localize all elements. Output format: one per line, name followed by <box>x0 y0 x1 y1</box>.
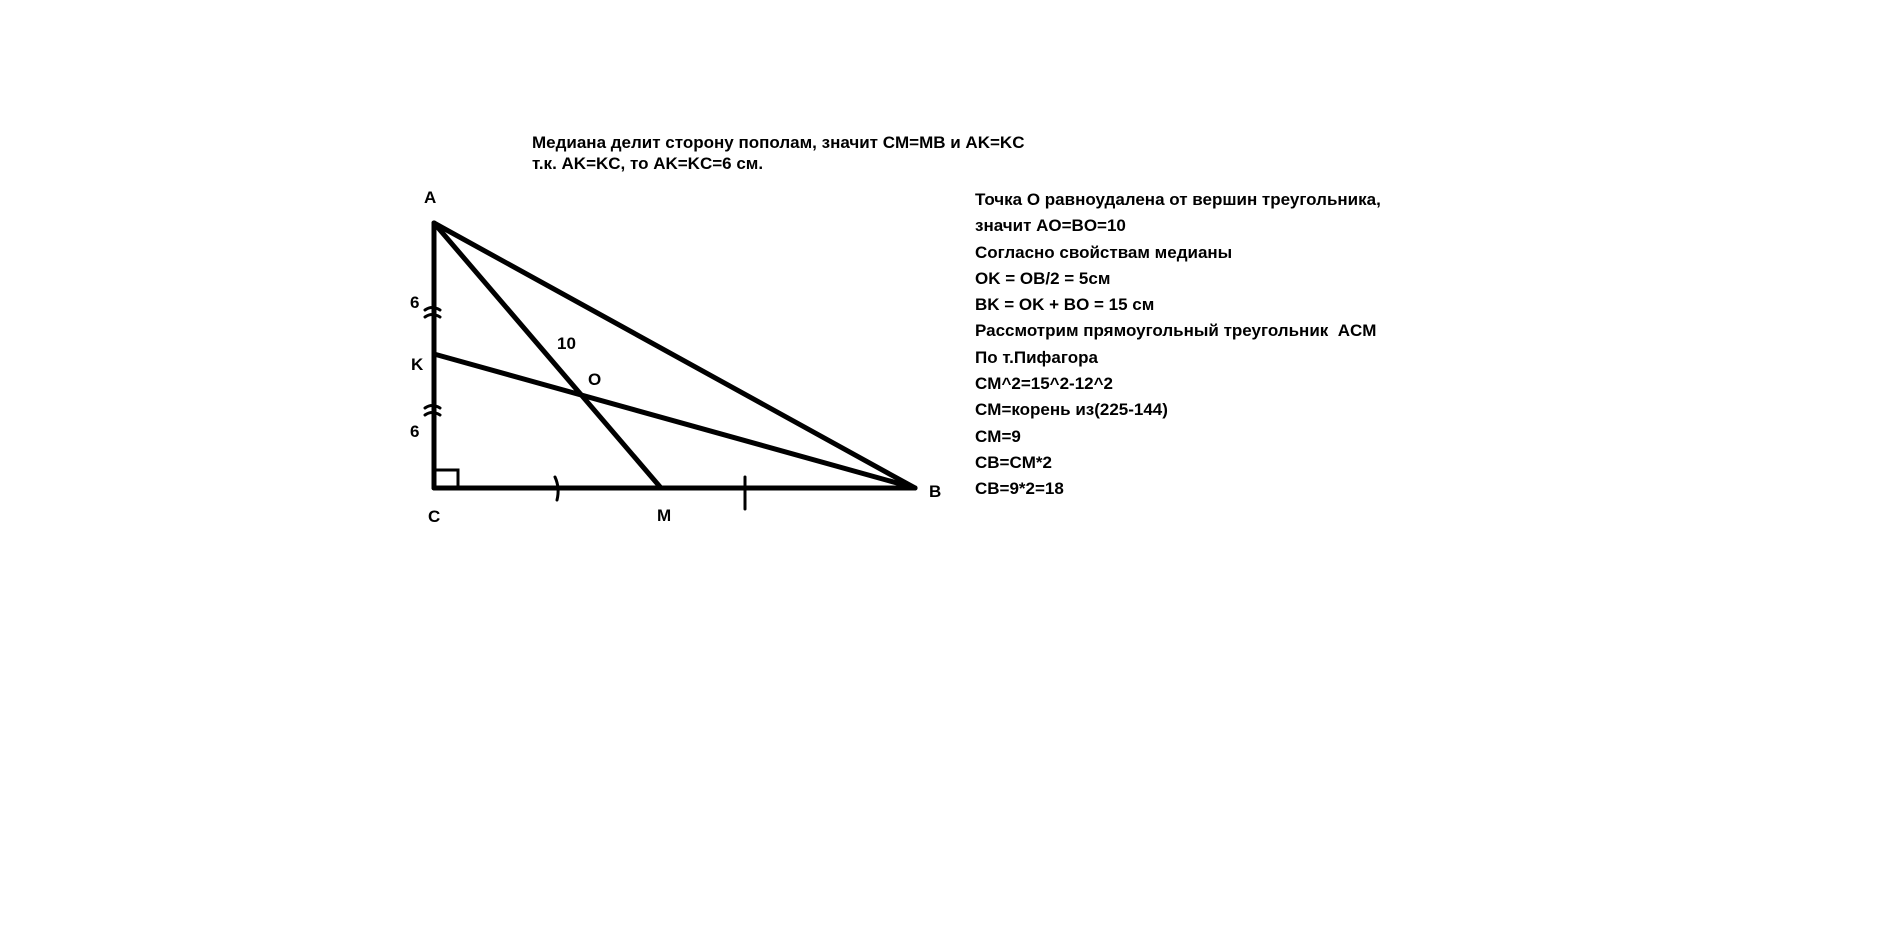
solution-line: значит AO=BO=10 <box>975 216 1126 236</box>
solution-notes <box>975 187 1381 503</box>
median-bk <box>434 354 915 488</box>
solution-line: Рассмотрим прямоугольный треугольник ACM <box>975 321 1377 341</box>
header-note-line: т.к. AK=KC, то AK=KC=6 см. <box>532 154 764 173</box>
median-am <box>434 223 661 488</box>
header-note-line: Медиана делит сторону пополам, значит CM=MB и AK=KC <box>532 133 1025 152</box>
vertex-label-b: B <box>929 482 942 501</box>
vertex-label-o: O <box>588 370 602 389</box>
length-label-ak: 6 <box>410 293 420 312</box>
solution-line: OK = OB/2 = 5см <box>975 268 1111 288</box>
length-label-ao: 10 <box>557 334 576 353</box>
solution-line: Согласно свойствам медианы <box>975 242 1233 262</box>
solution-line: CB=CM*2 <box>975 452 1052 472</box>
vertex-label-a: A <box>424 188 437 207</box>
solution-line: CM^2=15^2-12^2 <box>975 374 1113 394</box>
solution-line: Точка О равноудалена от вершин треугольника, <box>975 190 1381 209</box>
solution-line: CM=корень из(225-144) <box>975 400 1168 420</box>
solution-line: По т.Пифагора <box>975 347 1098 367</box>
vertex-label-c: C <box>428 507 441 526</box>
right-angle-marker <box>434 470 458 488</box>
solution-line: CM=9 <box>975 426 1021 446</box>
vertex-label-m: M <box>657 506 672 525</box>
length-label-kc: 6 <box>410 422 420 441</box>
solution-line: CB=9*2=18 <box>975 479 1064 499</box>
solution-line: BK = OK + BO = 15 см <box>975 295 1155 315</box>
side-ab <box>434 223 915 488</box>
vertex-label-k: K <box>411 355 424 374</box>
